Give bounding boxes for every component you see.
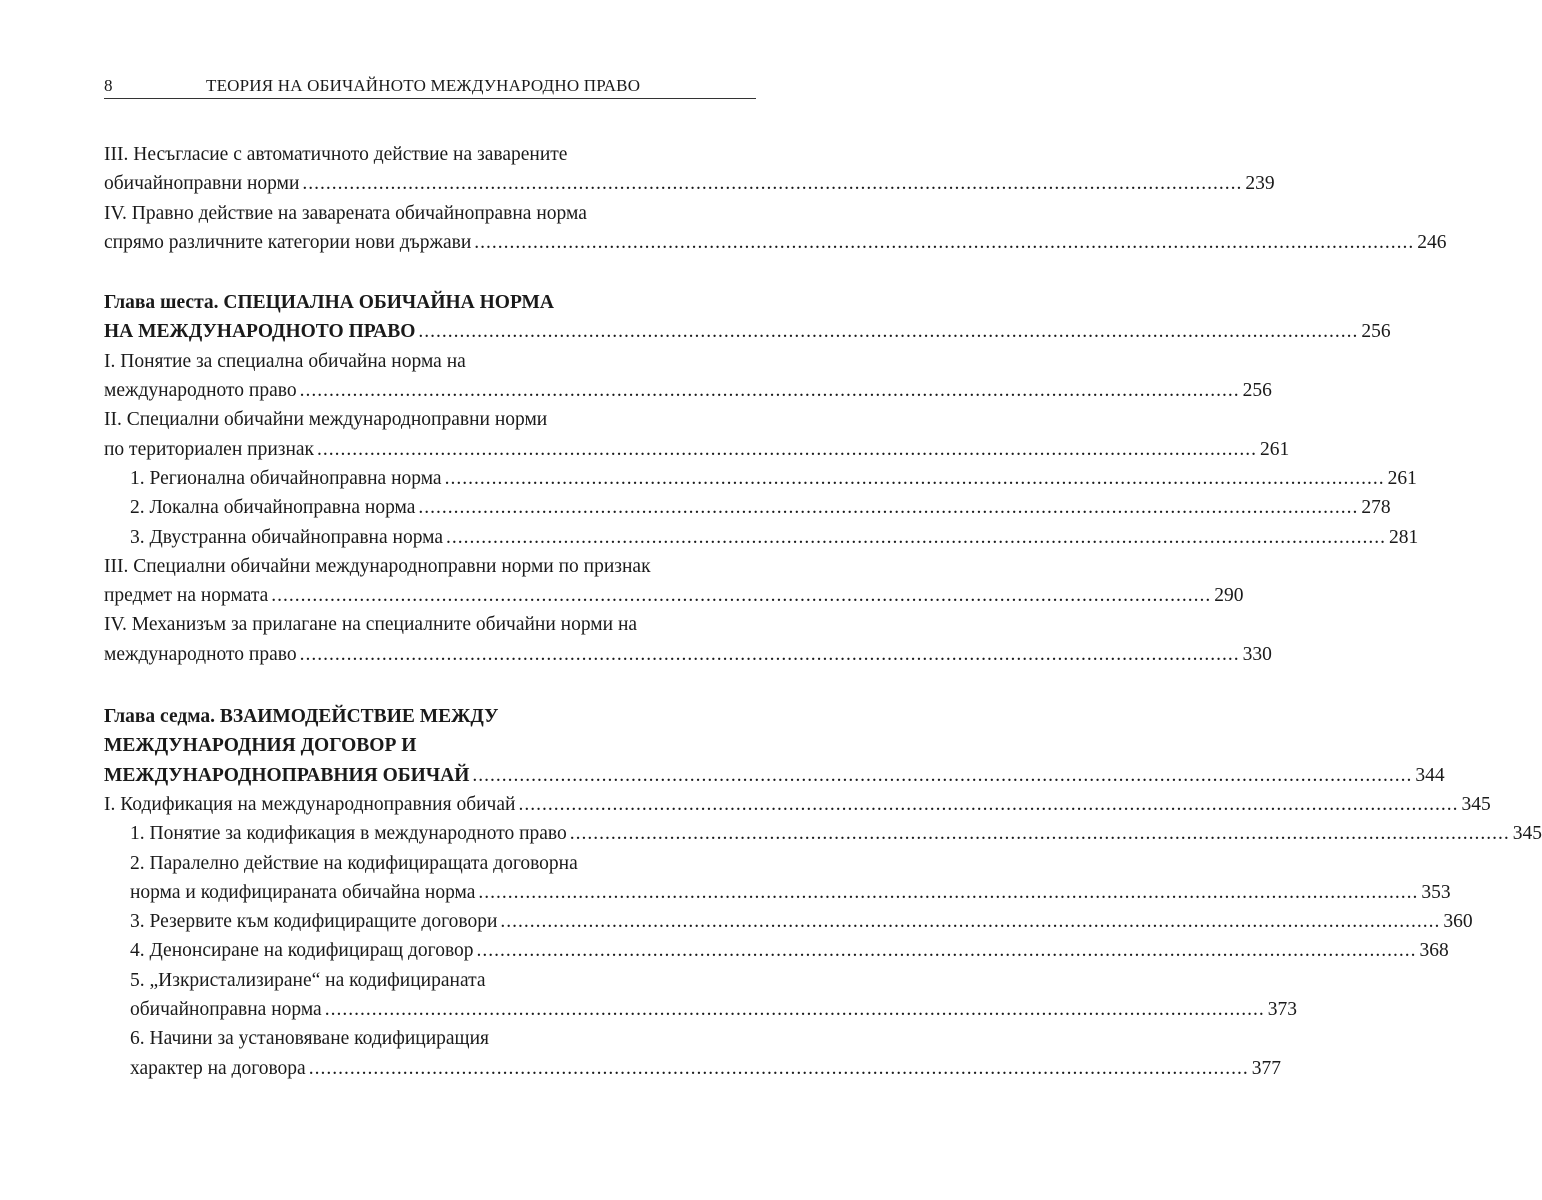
page-ref: 360 (1443, 911, 1473, 933)
toc-entry-text: 1. Регионална обичайноправна норма (130, 467, 442, 489)
toc-entry[interactable] (104, 523, 1419, 552)
dot-leader: ................................................................................................................................................................ (472, 764, 1413, 786)
page-ref: 281 (1389, 526, 1419, 548)
page-ref: 345 (1461, 793, 1491, 815)
dot-leader: ................................................................................................................................................................ (299, 380, 1240, 402)
toc-entry-text: международното право (104, 643, 297, 665)
chapter-title: МЕЖДУНАРОДНИЯ ДОГОВОР И (104, 735, 417, 757)
page-ref: 344 (1415, 764, 1445, 786)
toc-entry[interactable] (104, 1054, 1281, 1083)
toc-entry[interactable] (104, 435, 1290, 464)
toc-entry[interactable] (104, 936, 1449, 965)
page-ref: 278 (1361, 497, 1391, 519)
toc-entry-text: 4. Денонсиране на кодифициращ договор (130, 940, 474, 962)
dot-leader: ................................................................................................................................................................ (317, 438, 1258, 460)
page-ref: 261 (1387, 467, 1417, 489)
toc-entry-text: обичайноправни норми (104, 173, 300, 195)
chapter-entry[interactable] (104, 761, 1445, 790)
dot-leader: ................................................................................................................................................................ (500, 911, 1441, 933)
running-title: ТЕОРИЯ НА ОБИЧАЙНОТО МЕЖДУНАРОДНО ПРАВО (206, 76, 641, 95)
toc-entry-text: IV. Правно действие на заварената обичайноправна норма (104, 202, 587, 224)
toc-entry-text: 5. „Изкристализиране“ на кодифицираната (130, 969, 486, 991)
dot-leader: ................................................................................................................................................................ (271, 585, 1212, 607)
toc-entry-text: 1. Понятие за кодификация в международното право (130, 823, 567, 845)
toc-entry[interactable] (104, 228, 1447, 257)
page-ref: 353 (1421, 881, 1451, 903)
dot-leader: ................................................................................................................................................................ (299, 643, 1240, 665)
page-ref: 246 (1417, 231, 1447, 253)
chapter-title: МЕЖДУНАРОДНОПРАВНИЯ ОБИЧАЙ (104, 764, 470, 786)
toc-entry-text: характер на договора (130, 1057, 306, 1079)
chapter-title: Глава шеста. СПЕЦИАЛНА ОБИЧАЙНА НОРМА (104, 292, 554, 314)
toc-entry[interactable] (104, 790, 1491, 819)
toc-entry[interactable] (104, 376, 1272, 405)
dot-leader: ................................................................................................................................................................ (418, 497, 1359, 519)
toc-entry-text: 6. Начини за установяване кодифициращия (130, 1028, 489, 1050)
toc-entry-text: 3. Двустранна обичайноправна норма (130, 526, 444, 548)
toc-entry-text: спрямо различните категории нови държави (104, 231, 472, 253)
toc-entry-text: III. Специални обичайни международноправни норми по признак (104, 555, 651, 577)
dot-leader: ................................................................................................................................................................ (324, 999, 1265, 1021)
page-ref: 345 (1512, 823, 1542, 845)
dot-leader: ................................................................................................................................................................ (446, 526, 1387, 548)
dot-leader: ................................................................................................................................................................ (476, 940, 1417, 962)
page-ref: 373 (1267, 999, 1297, 1021)
toc-entry[interactable] (104, 907, 1473, 936)
toc-entry[interactable] (104, 819, 1542, 848)
page-ref: 377 (1251, 1057, 1281, 1079)
toc-entry-text: международното право (104, 380, 297, 402)
dot-leader: ................................................................................................................................................................ (478, 881, 1419, 903)
page-ref: 239 (1245, 173, 1275, 195)
dot-leader: ................................................................................................................................................................ (418, 321, 1359, 343)
dot-leader: ................................................................................................................................................................ (569, 823, 1510, 845)
page-number: 8 (104, 76, 113, 95)
dot-leader: ................................................................................................................................................................ (518, 793, 1459, 815)
running-header (104, 74, 756, 99)
toc-entry[interactable] (104, 640, 1272, 669)
toc-entry-text: обичайноправна норма (130, 999, 322, 1021)
dot-leader: ................................................................................................................................................................ (302, 173, 1243, 195)
toc-entry-text: норма и кодифицираната обичайна норма (130, 881, 476, 903)
dot-leader: ................................................................................................................................................................ (308, 1057, 1249, 1079)
toc-entry-text: I. Кодификация на международноправния обичай (104, 793, 516, 815)
toc-entry[interactable] (104, 169, 1275, 198)
chapter-title: НА МЕЖДУНАРОДНОТО ПРАВО (104, 321, 416, 343)
page-ref: 261 (1260, 438, 1290, 460)
toc-entry[interactable] (104, 493, 1391, 522)
toc-entry-text: III. Несъгласие с автоматичното действие на заварените (104, 144, 568, 165)
dot-leader: ................................................................................................................................................................ (444, 467, 1385, 489)
toc-entry-text: предмет на нормата (104, 585, 269, 607)
toc-entry[interactable] (104, 995, 1297, 1024)
page-ref: 256 (1361, 321, 1391, 343)
toc-entry-text: II. Специални обичайни международноправни норми (104, 409, 548, 431)
toc-entry-text: 2. Паралелно действие на кодифициращата договорна (130, 852, 578, 874)
toc-entry-text: 3. Резервите към кодифициращите договори (130, 911, 498, 933)
toc-entry-text: I. Понятие за специална обичайна норма на (104, 350, 466, 372)
page-ref: 330 (1242, 643, 1272, 665)
toc-entry[interactable] (104, 581, 1244, 610)
page-ref: 290 (1214, 585, 1244, 607)
toc-entry-text: IV. Механизъм за прилагане на специалните обичайни норми на (104, 614, 638, 636)
page-ref: 368 (1419, 940, 1449, 962)
toc-entry-text: по териториален признак (104, 438, 315, 460)
table-of-contents (104, 140, 1542, 1083)
toc-entry-text: 2. Локална обичайноправна норма (130, 497, 416, 519)
toc-entry[interactable] (104, 878, 1451, 907)
dot-leader: ................................................................................................................................................................ (474, 231, 1415, 253)
chapter-title: Глава седма. ВЗАИМОДЕЙСТВИЕ МЕЖДУ (104, 706, 499, 728)
page-ref: 256 (1242, 380, 1272, 402)
chapter-entry[interactable] (104, 317, 1391, 346)
toc-entry[interactable] (104, 464, 1417, 493)
